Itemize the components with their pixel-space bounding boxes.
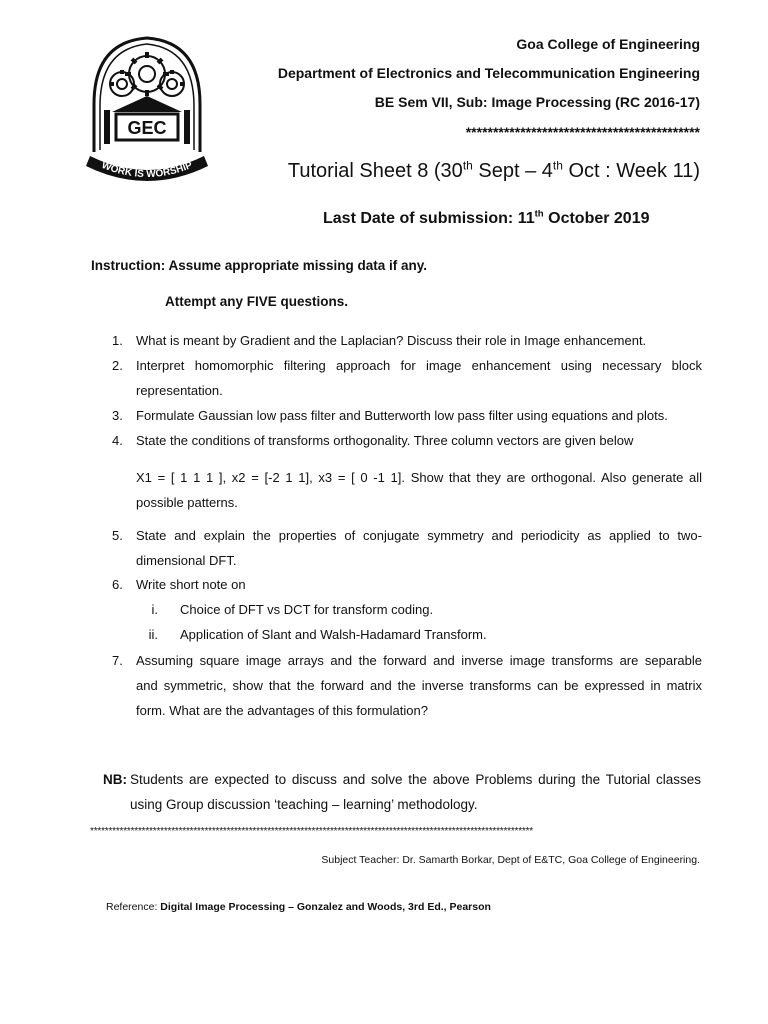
department-name: Department of Electronics and Telecommunication Engineering: [277, 65, 700, 81]
question-number: 2.: [112, 358, 123, 373]
college-emblem-icon: [82, 34, 212, 184]
logo-abbrev: GEC: [127, 118, 167, 138]
reference-label: Reference:: [106, 901, 161, 913]
nb-text: Students are expected to discuss and solve the above Problems during the Tutorial classes: [130, 772, 701, 787]
question-text: Formulate Gaussian low pass filter and Butterworth low pass filter using equations and plots.: [136, 408, 668, 423]
attempt-instruction: Attempt any FIVE questions.: [165, 294, 349, 309]
question-text: possible patterns.: [136, 495, 238, 510]
sub-question-text: Choice of DFT vs DCT for transform coding.: [180, 602, 434, 617]
question-text: Write short note on: [136, 577, 246, 592]
footer-separator: ************************************************************************************************************************: [90, 826, 533, 837]
svg-text:WORK IS WORSHIP: [100, 160, 194, 180]
nb-note: [103, 767, 701, 812]
question-text: State and explain the properties of conjugate symmetry and periodicity as applied to two-: [136, 528, 702, 543]
sub-question-number: i.: [151, 602, 158, 617]
sheet-title: Tutorial Sheet 8 (30th Sept – 4th Oct : Week 11): [287, 158, 700, 182]
question-text: State the conditions of transforms orthogonality. Three column vectors are given below: [136, 433, 634, 448]
question-text: and symmetric, show that the forward and the inverse transforms can be expressed in matrix: [136, 678, 702, 693]
nb-text: using Group discussion ‘teaching – learning’ methodology.: [130, 797, 478, 812]
question-text: form. What are the advantages of this formulation?: [136, 703, 428, 718]
question-number: 3.: [112, 408, 123, 423]
sub-question-number: ii.: [148, 627, 158, 642]
question-number: 7.: [112, 653, 123, 668]
question-text: What is meant by Gradient and the Laplacian? Discuss their role in Image enhancement.: [136, 333, 647, 348]
college-name: Goa College of Engineering: [516, 36, 700, 52]
question-text: Interpret homomorphic filtering approach for image enhancement using necessary block: [136, 358, 702, 373]
nb-label: NB:: [103, 772, 127, 787]
submission-deadline: Last Date of submission: 11th October 2019: [323, 208, 650, 227]
logo-motto: WORK IS WORSHIP: [99, 159, 195, 181]
header-separator: *******************************************: [465, 124, 700, 140]
question-number: 6.: [112, 577, 123, 592]
subject-teacher: Subject Teacher: Dr. Samarth Borkar, Dept of E&TC, Goa College of Engineering.: [321, 854, 700, 866]
course-info: BE Sem VII, Sub: Image Processing (RC 2016-17): [374, 94, 700, 110]
vector-definition: X1 = [ 1 1 1 ], x2 = [-2 1 1], x3 = [ 0 -1 1]. Show that they are orthogonal. Also generate all: [136, 470, 702, 485]
question-text: Assuming square image arrays and the forward and inverse image transforms are separable: [136, 653, 702, 668]
question-text: representation.: [136, 383, 223, 398]
question-text: dimensional DFT.: [136, 553, 237, 568]
reference: [106, 901, 491, 913]
question-number: 1.: [112, 333, 123, 348]
instruction-text: Instruction: Assume appropriate missing data if any.: [91, 258, 428, 273]
college-logo: [82, 34, 212, 184]
question-number: 5.: [112, 528, 123, 543]
reference-text: Digital Image Processing – Gonzalez and Woods, 3rd Ed., Pearson: [160, 901, 491, 913]
sub-question-text: Application of Slant and Walsh-Hadamard Transform.: [180, 627, 487, 642]
question-number: 4.: [112, 433, 123, 448]
